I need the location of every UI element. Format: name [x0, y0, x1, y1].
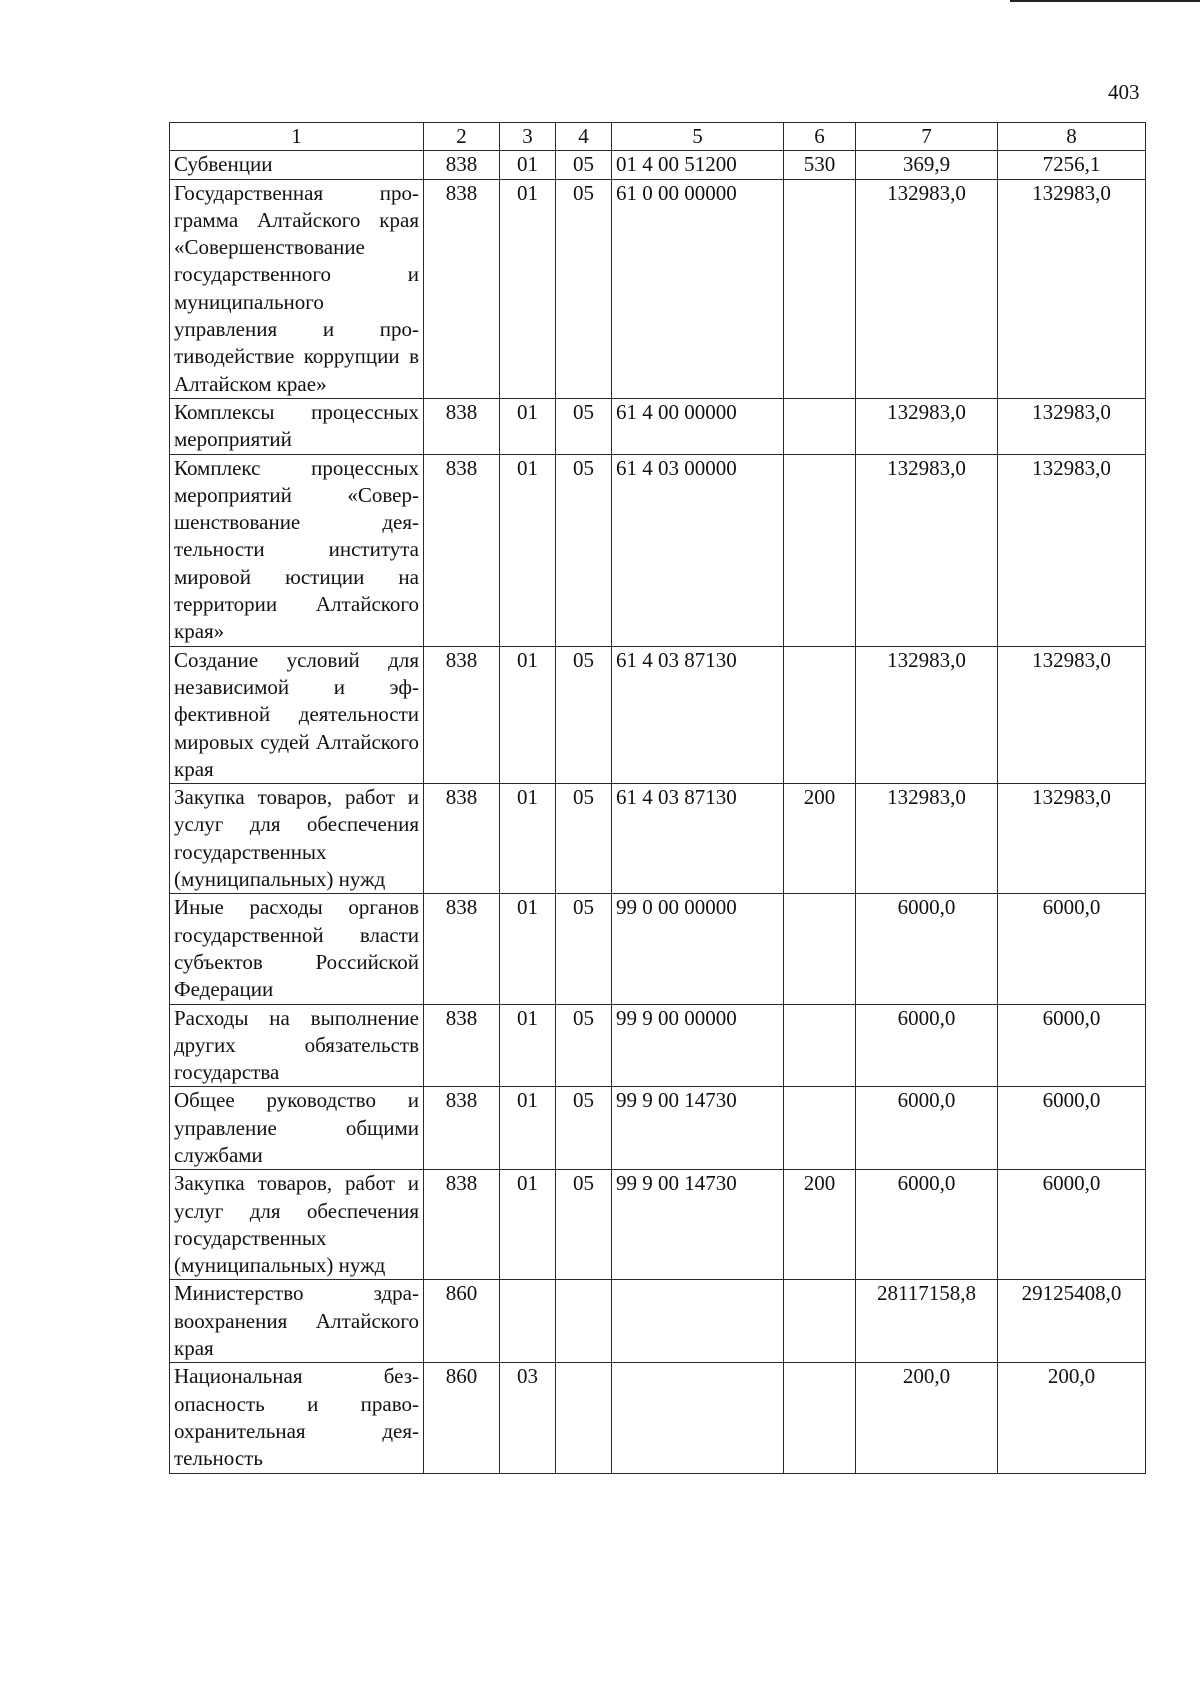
- row-name-cell: Закупка товаров, работ и услуг для обеспечения государственных (муниципальных) нужд: [170, 784, 424, 894]
- table-row: [170, 1170, 1146, 1280]
- amount-col7-cell: 6000,0: [856, 1087, 998, 1170]
- section-code-cell: 01: [500, 151, 556, 179]
- row-name-cell: Расходы на выполнение других обязательств государства: [170, 1004, 424, 1087]
- target-article-cell: 61 4 03 00000: [612, 454, 784, 646]
- target-article-cell: 61 4 03 87130: [612, 784, 784, 894]
- subsection-code-cell: [556, 1280, 612, 1363]
- admin-code-cell: 838: [424, 646, 500, 783]
- target-article-cell: 99 9 00 00000: [612, 1004, 784, 1087]
- table-row: [170, 646, 1146, 783]
- subsection-code-cell: 05: [556, 398, 612, 454]
- target-article-cell: 61 4 03 87130: [612, 646, 784, 783]
- subsection-code-cell: 05: [556, 1170, 612, 1280]
- admin-code-cell: 860: [424, 1363, 500, 1473]
- section-code-cell: 01: [500, 398, 556, 454]
- admin-code-cell: 838: [424, 784, 500, 894]
- row-name-cell: Закупка товаров, работ и услуг для обеспечения государственных (муниципальных) нужд: [170, 1170, 424, 1280]
- section-code-cell: 01: [500, 179, 556, 398]
- expense-type-cell: [784, 1087, 856, 1170]
- amount-col7-cell: 28117158,8: [856, 1280, 998, 1363]
- header-cell: 8: [998, 123, 1146, 151]
- amount-col8-cell: 200,0: [998, 1363, 1146, 1473]
- row-name-cell: Министерство здравоохранения Алтайского края: [170, 1280, 424, 1363]
- row-name-cell: Национальная безопасность и правоохранительная деятельность: [170, 1363, 424, 1473]
- target-article-cell: 99 9 00 14730: [612, 1170, 784, 1280]
- subsection-code-cell: 05: [556, 1087, 612, 1170]
- header-cell: 1: [170, 123, 424, 151]
- amount-col7-cell: 132983,0: [856, 398, 998, 454]
- top-rule: [1010, 0, 1200, 2]
- amount-col8-cell: 6000,0: [998, 1170, 1146, 1280]
- subsection-code-cell: 05: [556, 646, 612, 783]
- amount-col8-cell: 132983,0: [998, 179, 1146, 398]
- expense-type-cell: [784, 1363, 856, 1473]
- amount-col7-cell: 6000,0: [856, 1004, 998, 1087]
- admin-code-cell: 838: [424, 894, 500, 1004]
- table-row: [170, 784, 1146, 894]
- target-article-cell: 01 4 00 51200: [612, 151, 784, 179]
- header-cell: 3: [500, 123, 556, 151]
- section-code-cell: 01: [500, 1004, 556, 1087]
- amount-col8-cell: 6000,0: [998, 894, 1146, 1004]
- admin-code-cell: 838: [424, 1004, 500, 1087]
- amount-col7-cell: 369,9: [856, 151, 998, 179]
- target-article-cell: 61 0 00 00000: [612, 179, 784, 398]
- expense-type-cell: [784, 1280, 856, 1363]
- amount-col8-cell: 132983,0: [998, 646, 1146, 783]
- expense-type-cell: [784, 398, 856, 454]
- section-code-cell: 01: [500, 646, 556, 783]
- section-code-cell: 03: [500, 1363, 556, 1473]
- table-row: [170, 1087, 1146, 1170]
- header-cell: 4: [556, 123, 612, 151]
- target-article-cell: [612, 1280, 784, 1363]
- expense-type-cell: [784, 1004, 856, 1087]
- header-cell: 5: [612, 123, 784, 151]
- header-cell: 7: [856, 123, 998, 151]
- row-name-cell: Создание условий для независимой и эффективной деятельности мировых судей Алтайского края: [170, 646, 424, 783]
- table-row: [170, 1280, 1146, 1363]
- expense-type-cell: 200: [784, 784, 856, 894]
- admin-code-cell: 838: [424, 1087, 500, 1170]
- target-article-cell: [612, 1363, 784, 1473]
- expense-type-cell: [784, 179, 856, 398]
- header-cell: 6: [784, 123, 856, 151]
- row-name-cell: Комплексы процессных мероприятий: [170, 398, 424, 454]
- row-name-cell: Иные расходы органов государственной власти субъектов Российской Федерации: [170, 894, 424, 1004]
- expense-type-cell: [784, 646, 856, 783]
- section-code-cell: 01: [500, 454, 556, 646]
- row-name-cell: Государственная программа Алтайского края «Совершенствование государственного и муниципального управления и противодействие коррупции в Алтайском крае»: [170, 179, 424, 398]
- amount-col8-cell: 29125408,0: [998, 1280, 1146, 1363]
- admin-code-cell: 838: [424, 454, 500, 646]
- amount-col8-cell: 6000,0: [998, 1004, 1146, 1087]
- target-article-cell: 99 0 00 00000: [612, 894, 784, 1004]
- table-row: [170, 179, 1146, 398]
- expense-type-cell: [784, 454, 856, 646]
- amount-col8-cell: 6000,0: [998, 1087, 1146, 1170]
- amount-col8-cell: 132983,0: [998, 454, 1146, 646]
- subsection-code-cell: 05: [556, 454, 612, 646]
- subsection-code-cell: 05: [556, 151, 612, 179]
- row-name-cell: Общее руководство и управление общими службами: [170, 1087, 424, 1170]
- table-row: [170, 398, 1146, 454]
- amount-col8-cell: 132983,0: [998, 784, 1146, 894]
- page-number: 403: [1108, 80, 1140, 104]
- admin-code-cell: 838: [424, 151, 500, 179]
- row-name-cell: Субвенции: [170, 151, 424, 179]
- amount-col7-cell: 132983,0: [856, 646, 998, 783]
- subsection-code-cell: 05: [556, 179, 612, 398]
- header-cell: 2: [424, 123, 500, 151]
- subsection-code-cell: [556, 1363, 612, 1473]
- budget-table: [169, 122, 1146, 1474]
- table-row: [170, 894, 1146, 1004]
- amount-col7-cell: 132983,0: [856, 179, 998, 398]
- amount-col7-cell: 132983,0: [856, 454, 998, 646]
- amount-col7-cell: 6000,0: [856, 1170, 998, 1280]
- table-row: [170, 151, 1146, 179]
- subsection-code-cell: 05: [556, 1004, 612, 1087]
- expense-type-cell: [784, 894, 856, 1004]
- table-row: [170, 1363, 1146, 1473]
- amount-col7-cell: 200,0: [856, 1363, 998, 1473]
- admin-code-cell: 838: [424, 179, 500, 398]
- section-code-cell: 01: [500, 1087, 556, 1170]
- section-code-cell: 01: [500, 784, 556, 894]
- table-header-row: [170, 123, 1146, 151]
- amount-col8-cell: 7256,1: [998, 151, 1146, 179]
- target-article-cell: 61 4 00 00000: [612, 398, 784, 454]
- target-article-cell: 99 9 00 14730: [612, 1087, 784, 1170]
- subsection-code-cell: 05: [556, 894, 612, 1004]
- subsection-code-cell: 05: [556, 784, 612, 894]
- table-row: [170, 454, 1146, 646]
- row-name-cell: Комплекс процессных мероприятий «Совершенствование деятельности института мировой юстиции на территории Алтайского края»: [170, 454, 424, 646]
- expense-type-cell: 200: [784, 1170, 856, 1280]
- amount-col8-cell: 132983,0: [998, 398, 1146, 454]
- admin-code-cell: 838: [424, 398, 500, 454]
- amount-col7-cell: 132983,0: [856, 784, 998, 894]
- table-row: [170, 1004, 1146, 1087]
- admin-code-cell: 838: [424, 1170, 500, 1280]
- section-code-cell: 01: [500, 894, 556, 1004]
- section-code-cell: [500, 1280, 556, 1363]
- admin-code-cell: 860: [424, 1280, 500, 1363]
- expense-type-cell: 530: [784, 151, 856, 179]
- section-code-cell: 01: [500, 1170, 556, 1280]
- amount-col7-cell: 6000,0: [856, 894, 998, 1004]
